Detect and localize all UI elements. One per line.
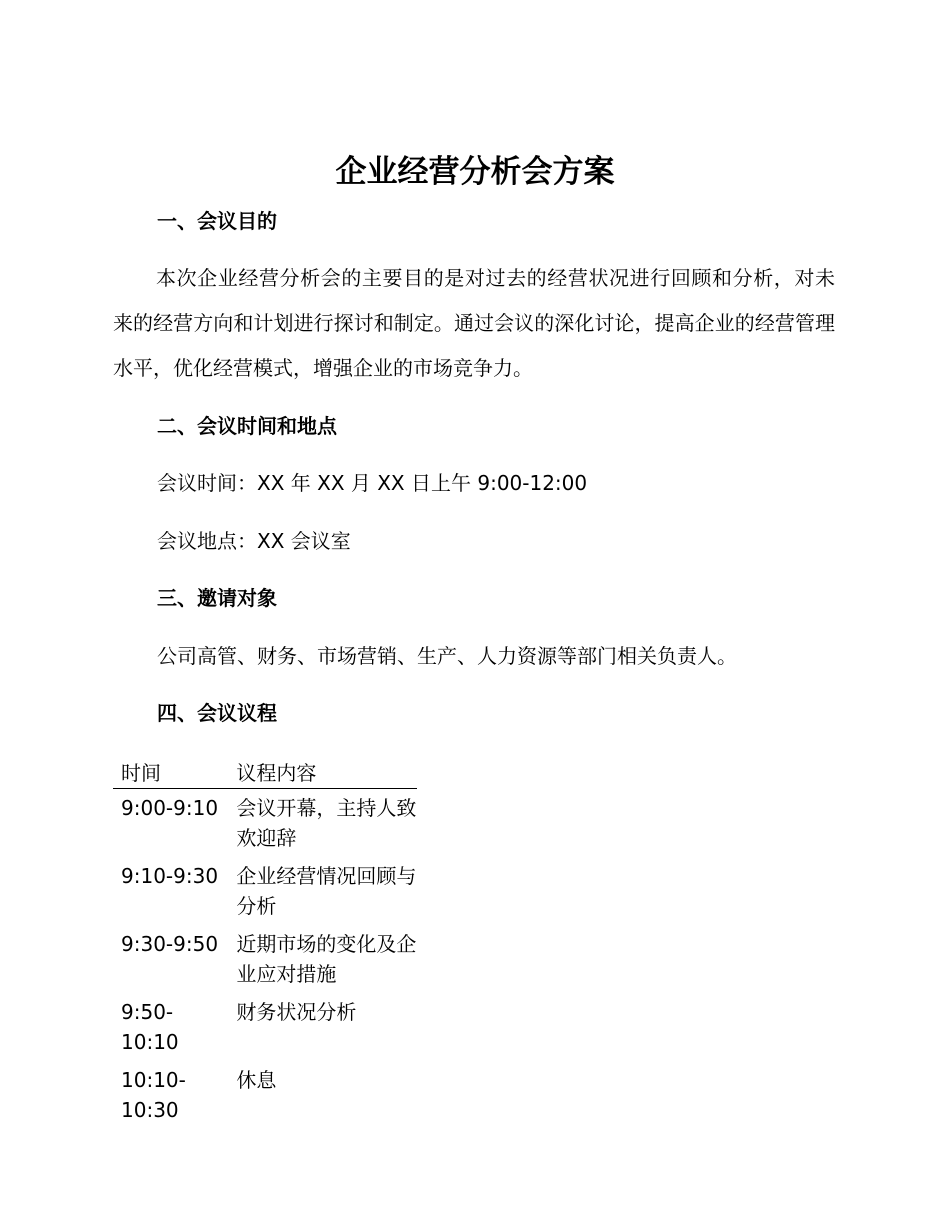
table-row — [113, 993, 417, 1061]
agenda-content-cell: 财务状况分析 — [236, 1000, 357, 1024]
agenda-content-cell: 企业经营情况回顾与分析 — [236, 864, 417, 918]
agenda-time-cell: 9:10-9:30 — [121, 864, 219, 888]
table-row — [113, 789, 417, 858]
table-row — [113, 1061, 417, 1129]
agenda-time-cell: 10:10-10:30 — [121, 1068, 186, 1122]
agenda-time-cell: 9:30-9:50 — [121, 932, 219, 956]
agenda-time-cell: 9:50-10:10 — [121, 1000, 179, 1054]
agenda-header-content: 议程内容 — [228, 756, 417, 789]
table-row — [113, 925, 417, 993]
table-row — [113, 857, 417, 925]
agenda-header-time: 时间 — [113, 756, 228, 789]
section-paragraph-purpose: 本次企业经营分析会的主要目的是对过去的经营状况进行回顾和分析，对未来的经营方向和计划进行探讨和制定。通过会议的深化讨论，提高企业的经营管理水平，优化经营模式，增强企业的市场竞争力。 — [113, 266, 835, 380]
section-heading-invitees: 三、邀请对象 — [157, 586, 277, 610]
meeting-place-line: 会议地点：XX 会议室 — [157, 529, 351, 553]
section-heading-time-place: 二、会议时间和地点 — [157, 414, 337, 438]
agenda-table — [113, 756, 417, 1129]
invitees-line: 公司高管、财务、市场营销、生产、人力资源等部门相关负责人。 — [157, 644, 737, 668]
agenda-time-cell: 9:00-9:10 — [121, 796, 219, 820]
agenda-content-cell: 休息 — [236, 1068, 277, 1092]
meeting-time-line: 会议时间：XX 年 XX 月 XX 日上午 9:00-12:00 — [157, 471, 588, 495]
section-heading-agenda: 四、会议议程 — [157, 701, 277, 725]
document-title: 企业经营分析会方案 — [335, 154, 615, 190]
agenda-content-cell: 近期市场的变化及企业应对措施 — [236, 932, 417, 986]
agenda-header-row — [113, 756, 417, 789]
agenda-content-cell: 会议开幕，主持人致欢迎辞 — [236, 796, 417, 850]
section-heading-purpose: 一、会议目的 — [157, 209, 277, 233]
